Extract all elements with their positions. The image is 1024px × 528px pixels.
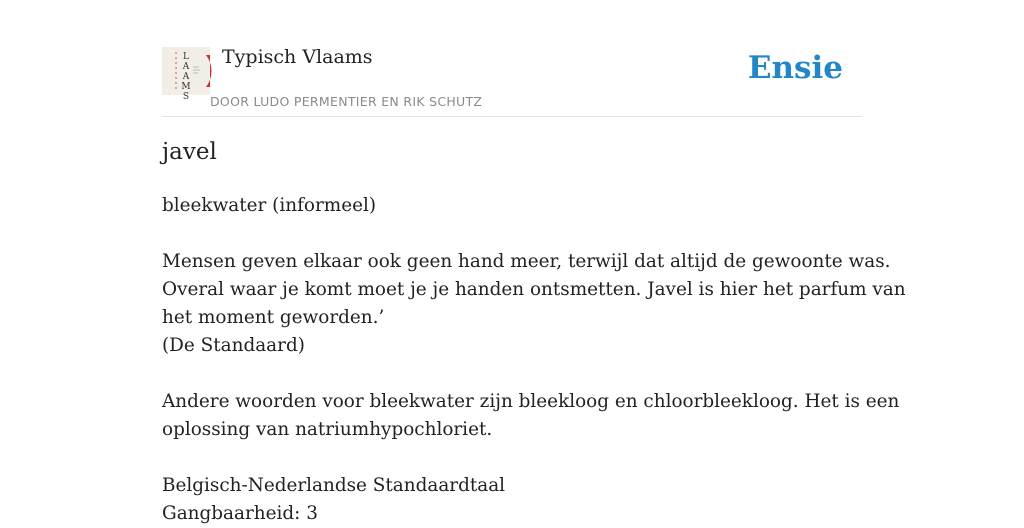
paragraph-gap [162, 220, 862, 248]
logo-letter: S [182, 92, 190, 102]
quote-line: Overal waar je komt moet je je handen ontsmetten. Javel is hier het parfum van [162, 279, 906, 300]
note-line: Andere woorden voor bleekwater zijn bleekloog en chloorbleekloog. Het is een [162, 391, 900, 412]
paragraph-gap [162, 360, 862, 388]
note-line: oplossing van natriumhypochloriet. [162, 419, 493, 440]
entry-title: javel [162, 139, 217, 165]
quote-line: Mensen geven elkaar ook geen hand meer, terwijl dat altijd de gewoonte was. [162, 251, 891, 272]
logo-letter: M [181, 82, 191, 92]
source-authors: DOOR LUDO PERMENTIER EN RIK SCHUTZ [210, 94, 483, 109]
entry-body [162, 192, 906, 528]
quote-source: (De Standaard) [162, 335, 305, 356]
entry-usage: Gangbaarheid: 3 [162, 503, 318, 524]
source-title[interactable]: Typisch Vlaams [222, 46, 373, 68]
brand-logo[interactable]: Ensie [747, 50, 843, 86]
paragraph-gap [162, 444, 862, 472]
quote-line: het moment geworden.’ [162, 307, 385, 328]
source-header [162, 44, 862, 117]
logo-letter: A [182, 62, 190, 72]
logo-letter: A [182, 72, 190, 82]
entry-definition: bleekwater (informeel) [162, 195, 377, 216]
source-logo[interactable] [162, 47, 210, 102]
logo-letter: L [183, 52, 189, 62]
entry-category[interactable]: Belgisch-Nederlandse Standaardtaal [162, 475, 506, 496]
